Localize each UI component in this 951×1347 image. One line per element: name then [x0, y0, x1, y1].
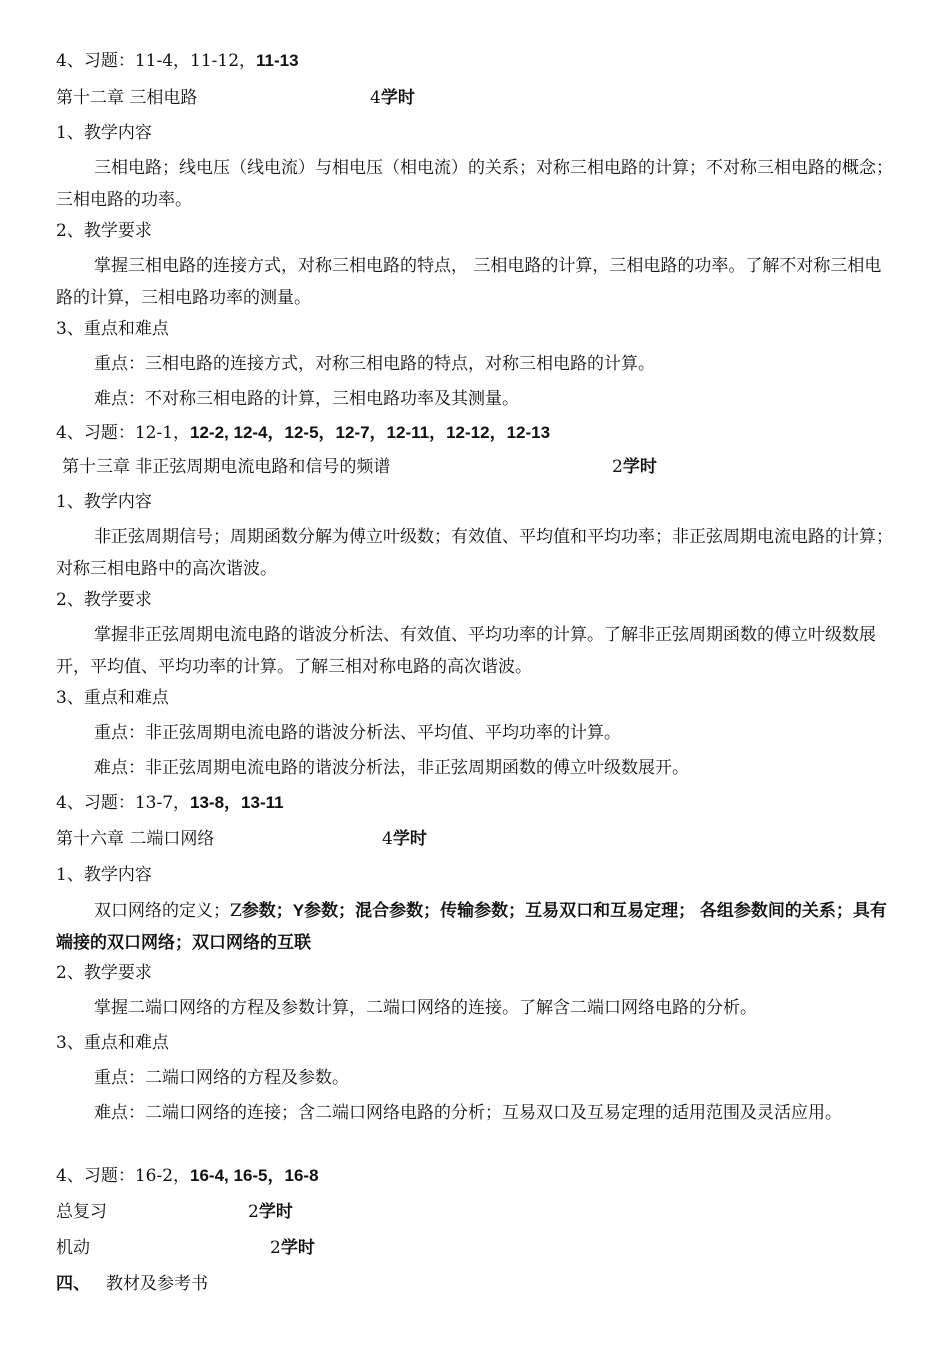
exercise-text-bold: 13-8，13-11 — [190, 793, 284, 812]
exercise-line-ch12 — [56, 422, 550, 444]
ch13-content-paragraph: 非正弦周期信号；周期函数分解为傅立叶级数；有效值、平均值和平均功率；非正弦周期电流电路的计算；对称三相电路中的高次谐波。 — [56, 527, 893, 579]
content-text-bold: 参数；Y参数；混合参数；传输参数；互易双口和互易定理； 各组参数间的关系；具有端接的双口网络；双口网络的互联 — [56, 901, 887, 952]
exercise-line-ch13 — [56, 792, 284, 814]
ch12-content-paragraph: 三相电路；线电压（线电流）与相电压（相电流）的关系；对称三相电路的计算；不对称三相电路的概念；三相电路的功率。 — [56, 158, 893, 210]
ch16-difficult-point: 难点：二端口网络的连接；含二端口网络电路的分析；互易双口及互易定理的适用范围及灵活应用。 — [94, 1103, 842, 1123]
hours-unit: 学时 — [280, 1238, 315, 1257]
ch16-key-point: 重点：二端口网络的方程及参数。 — [94, 1068, 349, 1088]
section-number: 四、 — [56, 1274, 90, 1293]
hours-unit: 学时 — [392, 829, 427, 848]
ch13-section-content: 1、教学内容 — [56, 492, 152, 512]
exercise-text-bold: 16-4, 16-5，16-8 — [190, 1166, 319, 1185]
ch12-key-point: 重点：三相电路的连接方式，对称三相电路的特点，对称三相电路的计算。 — [94, 354, 655, 374]
ch16-requirements-text: 掌握二端口网络的方程及参数计算，二端口网络的连接。了解含二端口网络电路的分析。 — [94, 998, 757, 1018]
ch13-section-key-points: 3、重点和难点 — [56, 688, 169, 708]
ch16-content-paragraph — [56, 895, 896, 959]
chapter-12-hours — [370, 87, 415, 109]
ch13-key-point: 重点：非正弦周期电流电路的谐波分析法、平均值、平均功率的计算。 — [94, 723, 621, 743]
hours-unit: 学时 — [622, 457, 657, 476]
content-text: 双口网络的定义；Z — [94, 901, 242, 921]
chapter-16-hours — [382, 828, 427, 850]
ch16-section-key-points: 3、重点和难点 — [56, 1033, 169, 1053]
section-4-heading — [56, 1273, 208, 1295]
review-hours — [248, 1201, 293, 1223]
ch16-section-content: 1、教学内容 — [56, 865, 152, 885]
hours-unit: 学时 — [258, 1202, 293, 1221]
ch13-section-requirements: 2、教学要求 — [56, 590, 152, 610]
exercise-text-bold: 12-2, 12-4，12-5，12-7，12-11，12-12，12-13 — [190, 423, 551, 442]
exercise-text: 4、习题：16-2， — [56, 1166, 191, 1186]
section-title: 教材及参考书 — [106, 1274, 208, 1294]
review-label: 总复习 — [56, 1202, 107, 1222]
ch12-section-key-points: 3、重点和难点 — [56, 319, 169, 339]
hours-number: 4 — [382, 829, 393, 849]
ch12-difficult-point: 难点：不对称三相电路的计算，三相电路功率及其测量。 — [94, 389, 519, 409]
flex-label: 机动 — [56, 1238, 90, 1258]
chapter-12-title: 第十二章 三相电路 — [56, 88, 198, 108]
ch12-section-content: 1、教学内容 — [56, 123, 152, 143]
exercise-text-bold: 11-13 — [256, 51, 299, 70]
ch13-difficult-point: 难点：非正弦周期电流电路的谐波分析法，非正弦周期函数的傅立叶级数展开。 — [94, 758, 689, 778]
exercise-text: 4、习题：11-4，11-12， — [56, 51, 257, 71]
chapter-16-title: 第十六章 二端口网络 — [56, 829, 215, 849]
exercise-line-ch11 — [56, 50, 299, 72]
hours-number: 4 — [370, 88, 381, 108]
hours-number: 2 — [270, 1238, 281, 1258]
hours-number: 2 — [248, 1202, 259, 1222]
chapter-13-hours — [612, 456, 657, 478]
exercise-line-ch16 — [56, 1165, 319, 1187]
chapter-13-title: 第十三章 非正弦周期电流电路和信号的频谱 — [62, 457, 391, 477]
exercise-text: 4、习题：13-7， — [56, 793, 191, 813]
flex-hours — [270, 1237, 315, 1259]
hours-unit: 学时 — [380, 88, 415, 107]
ch12-requirements-paragraph: 掌握三相电路的连接方式，对称三相电路的特点， 三相电路的计算，三相电路的功率。了解不对称三相电路的计算，三相电路功率的测量。 — [56, 256, 882, 308]
hours-number: 2 — [612, 457, 623, 477]
ch12-section-requirements: 2、教学要求 — [56, 221, 152, 241]
ch13-requirements-paragraph: 掌握非正弦周期电流电路的谐波分析法、有效值、平均功率的计算。了解非正弦周期函数的傅立叶级数展开，平均值、平均功率的计算。了解三相对称电路的高次谐波。 — [56, 625, 876, 677]
ch16-section-requirements: 2、教学要求 — [56, 963, 152, 983]
exercise-text: 4、习题：12-1， — [56, 423, 191, 443]
